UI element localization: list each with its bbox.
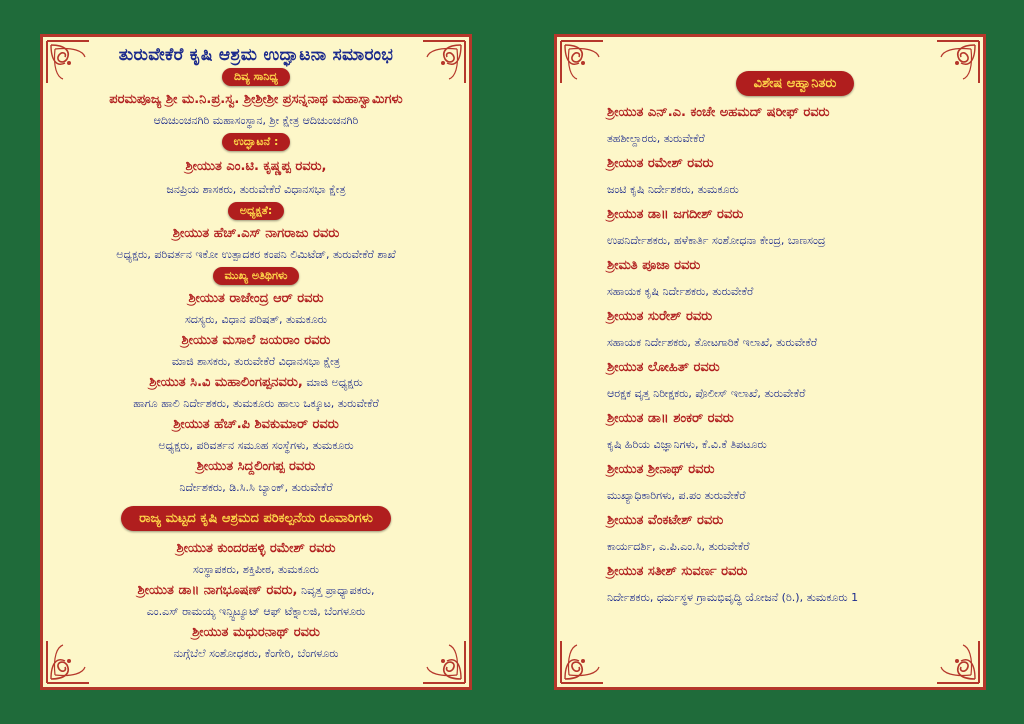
invitee-desc: ತಹಶೀಲ್ದಾರರು, ತುರುವೇಕೆರೆ	[607, 132, 705, 145]
guest-desc: ಸಂಸ್ಥಾಪಕರು, ಶಕ್ತಿಪೀಠ, ತುಮಕೂರು	[192, 563, 320, 576]
guest-name: ಶ್ರೀಯುತ ಎಂ.ಟಿ. ಕೃಷ್ಣಪ್ಪ ರವರು,	[185, 159, 327, 174]
invitee-desc: ನಿರ್ದೇಶಕರು, ಧರ್ಮಸ್ಥಳ ಗ್ರಾಮಭಿವೃದ್ಧಿ ಯೋಜನೆ (ರಿ.), ತುಮಕೂರು 1	[607, 591, 859, 604]
section-adhyakshate: ಅಧ್ಯಕ್ಷತೆ:	[228, 202, 285, 220]
invitee-desc: ಉಪನಿರ್ದೇಶಕರು, ಹಳೆಕಾರ್ತಿ ಸಂಶೋಧನಾ ಕೇಂದ್ರ, ಬಾಣಸಂದ್ರ	[607, 234, 826, 247]
guest-desc: ಆದಿಚುಂಚನಗಿರಿ ಮಹಾಸಂಸ್ಥಾನ, ಶ್ರೀ ಕ್ಷೇತ್ರ ಆದಿಚುಂಚನಗಿರಿ	[153, 114, 359, 127]
invitee-desc: ಕೃಷಿ ಹಿರಿಯ ವಿಜ್ಞಾನಿಗಳು, ಕೆ.ವಿ.ಕೆ ತಿಪಟೂರು	[607, 438, 767, 451]
invitee-desc: ಜಂಟಿ ಕೃಷಿ ನಿರ್ದೇಶಕರು, ತುಮಕೂರು	[607, 183, 739, 196]
guest-name: ಶ್ರೀಯುತ ಮಧುರನಾಥ್ ರವರು	[192, 625, 320, 640]
invitee-desc: ಸಹಾಯಕ ಕೃಷಿ ನಿರ್ದೇಶಕರು, ತುರುವೇಕೆರೆ	[607, 285, 754, 298]
section-udghatane: ಉದ್ಘಾಟನೆ :	[222, 133, 291, 151]
guest-desc: ನಿರ್ದೇಶಕರು, ಡಿ.ಸಿ.ಸಿ ಬ್ಯಾಂಕ್, ತುರುವೇಕೆರೆ	[179, 481, 333, 494]
guest-desc: ಮಾಜಿ ಅಧ್ಯಕ್ಷರು	[302, 376, 363, 389]
guest-desc: ಎಂ.ಎಸ್ ರಾಮಯ್ಯ ಇನ್ಸ್ಟಿಟ್ಯೂಟ್ ಆಫ್ ಟೆಕ್ನಾಲಜಿ, ಬೆಂಗಳೂರು	[146, 605, 366, 618]
section-rajya: ರಾಜ್ಯ ಮಟ್ಟದ ಕೃಷಿ ಆಶ್ರಮದ ಪರಿಕಲ್ಪನೆಯ ರೂವಾರಿಗಳು	[121, 506, 391, 531]
section-vishesha: ವಿಶೇಷ ಆಹ್ವಾನಿತರು	[736, 71, 855, 96]
guest-name: ಶ್ರೀಯುತ ಡಾ॥ ನಾಗಭೂಷಣ್ ರವರು,	[137, 583, 298, 598]
guest-name: ಪರಮಪೂಜ್ಯ ಶ್ರೀ ಮ.ನಿ.ಪ್ರ.ಸ್ವ. ಶ್ರೀಶ್ರೀಶ್ರೀ ಪ್ರಸನ್ನನಾಥ ಮಹಾಸ್ವಾಮಿಗಳು	[109, 92, 403, 107]
guest-desc: ಅಧ್ಯಕ್ಷರು, ಪರಿವರ್ತನ ಸಮೂಹ ಸಂಸ್ಥೆಗಳು, ತುಮಕೂರು	[158, 439, 354, 452]
invitee-name: ಶ್ರೀಯುತ ರಮೇಶ್ ರವರು	[607, 156, 714, 171]
invitee-name: ಶ್ರೀಯುತ ಎನ್.ಎ. ಕಂಚೇ ಅಹಮದ್ ಷರೀಫ್ ರವರು	[607, 105, 830, 120]
guest-name: ಶ್ರೀಯುತ ಸಿದ್ದಲಿಂಗಪ್ಪ ರವರು	[196, 459, 316, 474]
section-mukhya: ಮುಖ್ಯ ಅತಿಥಿಗಳು	[213, 267, 300, 285]
invitee-name: ಶ್ರೀಯುತ ಸುರೇಶ್ ರವರು	[607, 309, 713, 324]
guest-desc: ಅಧ್ಯಕ್ಷರು, ಪರಿವರ್ತನ ಇಕೋ ಉತ್ಪಾದಕರ ಕಂಪನಿ ಲಿಮಿಟೆಡ್, ತುರುವೇಕೆರೆ ಶಾಖೆ	[116, 248, 396, 261]
invitee-desc: ಮುಖ್ಯಾಧಿಕಾರಿಗಳು, ಪ.ಪಂ ತುರುವೇಕೆರೆ	[607, 489, 746, 502]
invitee-name: ಶ್ರೀಯುತ ವೆಂಕಟೇಶ್ ರವರು	[607, 513, 724, 528]
guest-desc: ನುಗ್ಗೆಬೆಲೆ ಸಂಶೋಧಕರು, ಕೆಂಗೇರಿ, ಬೆಂಗಳೂರು	[173, 647, 339, 660]
guest-name: ಶ್ರೀಯುತ ಕುಂದರಹಳ್ಳಿ ರಮೇಶ್ ರವರು	[176, 541, 336, 556]
guest-desc: ಸದಸ್ಯರು, ವಿಧಾನ ಪರಿಷತ್, ತುಮಕೂರು	[184, 313, 328, 326]
guest-desc: ಮಾಜಿ ಶಾಸಕರು, ತುರುವೇಕೆರೆ ವಿಧಾನಸಭಾ ಕ್ಷೇತ್ರ	[171, 355, 341, 368]
left-page	[40, 34, 472, 690]
invitee-name: ಶ್ರೀಯುತ ಶ್ರೀನಾಥ್ ರವರು	[607, 462, 715, 477]
invitee-desc: ಕಾರ್ಯದರ್ಶಿ, ಎ.ಪಿ.ಎಂ.ಸಿ, ತುರುವೇಕೆರೆ	[607, 540, 750, 553]
invitee-desc: ಆರಕ್ಷಕ ವೃತ್ತ ನಿರೀಕ್ಷಕರು, ಪೊಲೀಸ್ ಇಲಾಖೆ, ತುರುವೇಕೆರೆ	[607, 387, 806, 400]
invitee-name: ಶ್ರೀಯುತ ಡಾ॥ ಶಂಕರ್ ರವರು	[607, 411, 734, 426]
page-title: ತುರುವೇಕೆರೆ ಕೃಷಿ ಆಶ್ರಮ ಉದ್ಘಾಟನಾ ಸಮಾರಂಭ	[118, 45, 394, 65]
guest-name: ಶ್ರೀಯುತ ರಾಜೇಂದ್ರ ಆರ್ ರವರು	[188, 291, 324, 306]
guest-desc: ನಿವೃತ್ತ ಪ್ರಾಧ್ಯಾಪಕರು,	[297, 584, 375, 597]
guest-name: ಶ್ರೀಯುತ ಹೆಚ್.ಪಿ ಶಿವಕುಮಾರ್ ರವರು	[173, 417, 339, 432]
left-content	[43, 37, 469, 687]
invitee-desc: ಸಹಾಯಕ ನಿರ್ದೇಶಕರು, ತೋಟಗಾರಿಕೆ ಇಲಾಖೆ, ತುರುವೇಕೆರೆ	[607, 336, 818, 349]
invitee-name: ಶ್ರೀಯುತ ಡಾ॥ ಜಗದೀಶ್ ರವರು	[607, 207, 744, 222]
invitee-name: ಶ್ರೀಮತಿ ಪೂಜಾ ರವರು	[607, 258, 701, 273]
guest-name: ಶ್ರೀಯುತ ಸಿ.ವಿ ಮಹಾಲಿಂಗಪ್ಪನವರು,	[149, 375, 303, 390]
invitee-name: ಶ್ರೀಯುತ ಸತೀಶ್ ಸುವರ್ಣ ರವರು	[607, 564, 748, 579]
invitee-name: ಶ್ರೀಯುತ ಲೋಹಿತ್ ರವರು	[607, 360, 720, 375]
guest-desc: ಜನಪ್ರಿಯ ಶಾಸಕರು, ತುರುವೇಕೆರೆ ವಿಧಾನಸಭಾ ಕ್ಷೇತ್ರ	[166, 183, 346, 196]
right-page	[554, 34, 986, 690]
guest-desc: ಹಾಗೂ ಹಾಲಿ ನಿರ್ದೇಶಕರು, ತುಮಕೂರು ಹಾಲು ಒಕ್ಕೂಟ, ತುರುವೇಕೆರೆ	[133, 397, 379, 410]
guest-name: ಶ್ರೀಯುತ ಮಸಾಲೆ ಜಯರಾಂ ರವರು	[181, 333, 331, 348]
right-content	[557, 37, 983, 687]
section-divya: ದಿವ್ಯ ಸಾನಿಧ್ಯ	[222, 68, 290, 86]
guest-name: ಶ್ರೀಯುತ ಹೆಚ್.ಎಸ್ ನಾಗರಾಜು ರವರು	[172, 226, 340, 241]
